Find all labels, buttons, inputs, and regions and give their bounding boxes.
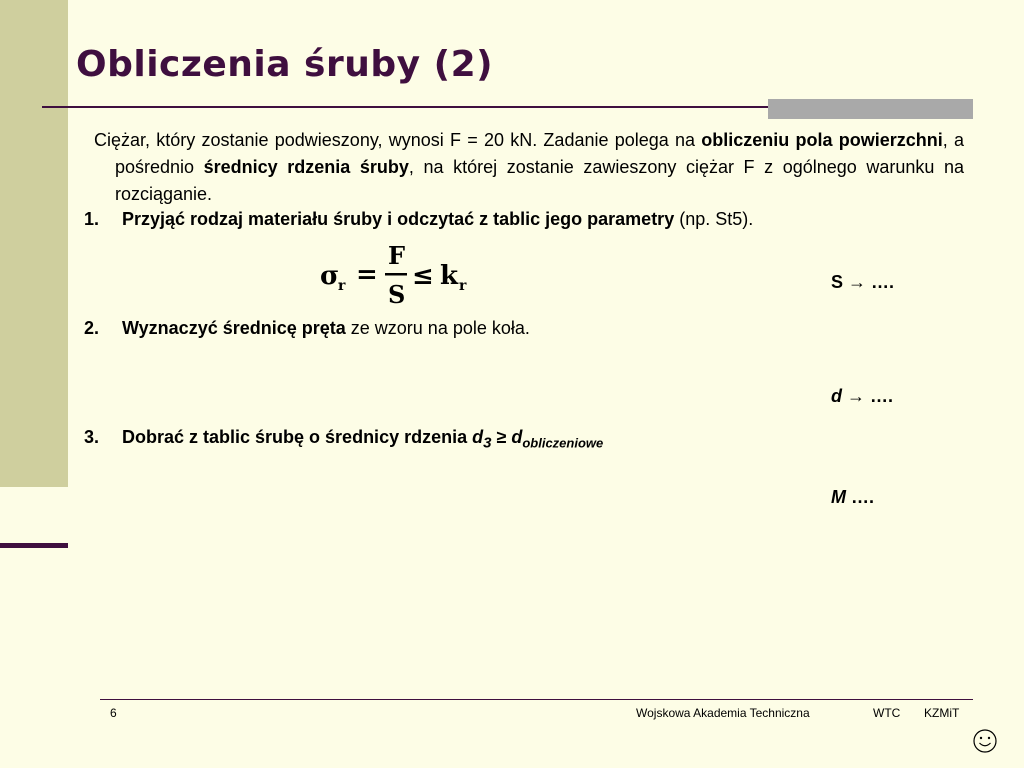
intro-text-1: Ciężar, który zostanie podwieszony, wynosi F = 20 kN. Zadanie polega na bbox=[94, 130, 702, 150]
formula-k-sub: r bbox=[459, 278, 467, 294]
formula-numerator: F bbox=[388, 241, 406, 270]
arrow-right-icon: → bbox=[843, 272, 872, 292]
intro-bold-2: średnicy rdzenia śruby bbox=[203, 157, 409, 177]
page-number: 6 bbox=[110, 706, 117, 720]
result-d bbox=[831, 386, 893, 407]
step-3 bbox=[84, 425, 603, 456]
formula-sigma-sub: r bbox=[338, 278, 346, 294]
formula-k: k bbox=[440, 261, 459, 291]
result-dots: …. bbox=[851, 487, 875, 507]
var-d-sub: obliczeniowe bbox=[522, 435, 604, 451]
step-text: (np. St5). bbox=[674, 209, 754, 229]
formula-leq: ≤ bbox=[412, 261, 434, 291]
step-1 bbox=[84, 207, 753, 231]
var-d: d bbox=[511, 427, 523, 447]
var-d3: d bbox=[472, 427, 484, 447]
geq-symbol: ≥ bbox=[491, 427, 512, 447]
result-s bbox=[831, 272, 894, 293]
slide-title: Obliczenia śruby (2) bbox=[76, 44, 494, 85]
step-number: 1. bbox=[84, 209, 100, 229]
tension-formula bbox=[318, 240, 478, 310]
step-number: 2. bbox=[84, 318, 100, 338]
step-bold-text: Wyznaczyć średnicę pręta bbox=[122, 318, 346, 338]
step-text: ze wzoru na pole koła. bbox=[345, 318, 530, 338]
result-dots: …. bbox=[870, 386, 894, 406]
formula-sigma: σ bbox=[320, 261, 340, 291]
footer-divider bbox=[100, 699, 973, 700]
step-2 bbox=[84, 316, 530, 340]
title-accent-bar bbox=[768, 99, 973, 119]
sidebar-accent-bar bbox=[0, 543, 68, 548]
intro-bold-1: obliczeniu pola powierzchni bbox=[701, 130, 943, 150]
formula-fraction-bar bbox=[385, 273, 407, 276]
arrow-right-icon: → bbox=[842, 386, 871, 406]
result-m bbox=[831, 487, 874, 508]
var-d3-sub: 3 bbox=[483, 434, 492, 452]
formula-equals: = bbox=[356, 260, 378, 290]
step-bold-text: Przyjąć rodzaj materiału śruby i odczytać z tablic jego parametry bbox=[122, 209, 675, 229]
step-bold-text: Dobrać z tablic śrubę o średnicy rdzenia bbox=[122, 427, 473, 447]
intro-text-3: , na której zostanie zawieszony ciężar F z ogólnego warunku na rozciąganie. bbox=[115, 157, 965, 204]
smiley-icon bbox=[972, 728, 998, 754]
result-var: d bbox=[831, 386, 842, 406]
step-number: 3. bbox=[84, 427, 100, 447]
intro-text-2: , a pośrednio bbox=[115, 130, 964, 177]
result-var: M bbox=[831, 487, 846, 507]
formula-denominator: S bbox=[388, 280, 406, 309]
sidebar-decoration bbox=[0, 0, 68, 487]
footer-dept-kzmit: KZMiT bbox=[924, 706, 960, 720]
footer-dept-wtc: WTC bbox=[873, 706, 901, 720]
footer-institution: Wojskowa Akademia Techniczna bbox=[636, 706, 810, 720]
result-dots: …. bbox=[871, 272, 895, 292]
result-var: S bbox=[831, 272, 844, 292]
intro-paragraph bbox=[88, 127, 964, 208]
